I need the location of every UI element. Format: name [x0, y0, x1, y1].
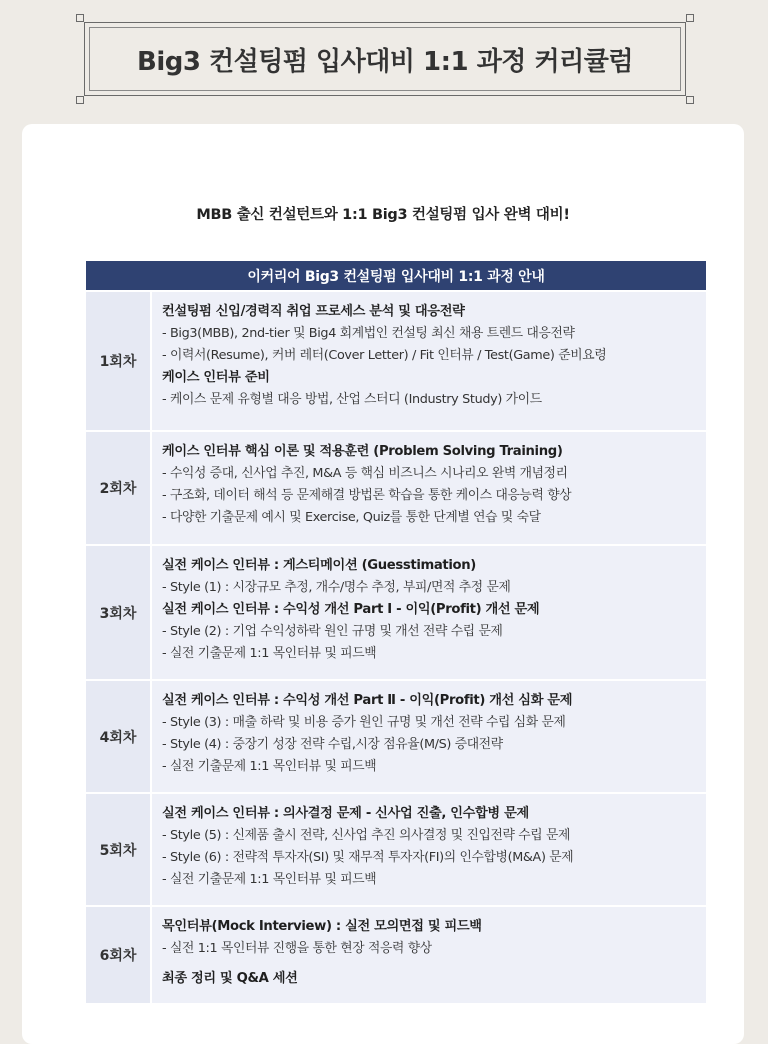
- table-row: [86, 432, 706, 544]
- topic-detail: - Style (1) : 시장규모 추정, 개수/명수 추정, 부피/면적 추정 문제: [162, 580, 511, 595]
- topic-heading: 케이스 인터뷰 핵심 이론 및 적용훈련 (Problem Solving Training): [162, 444, 563, 459]
- topic-detail: - Style (5) : 신제품 출시 전략, 신사업 추진 의사결정 및 진입전략 수립 문제: [162, 828, 571, 843]
- topic-heading: 실전 케이스 인터뷰 : 의사결정 문제 - 신사업 진출, 인수합병 문제: [162, 806, 529, 821]
- topic-heading: 케이스 인터뷰 준비: [162, 370, 270, 385]
- topic-detail: - 수익성 증대, 신사업 추진, M&A 등 핵심 비즈니스 시나리오 완벽 개념정리: [162, 466, 568, 481]
- topic-heading: 컨설팅펌 신입/경력직 취업 프로세스 분석 및 대응전략: [162, 304, 465, 319]
- curriculum-table: [86, 261, 706, 1003]
- topic-heading: 실전 케이스 인터뷰 : 수익성 개선 Part Ⅰ - 이익(Profit) 개선 문제: [162, 602, 540, 617]
- topic-detail: - 실전 기출문제 1:1 목인터뷰 및 피드백: [162, 759, 377, 774]
- session-label: 3회차: [86, 546, 150, 679]
- frame-corner: [76, 96, 84, 104]
- session-content: [152, 794, 706, 905]
- topic-detail: - Style (2) : 기업 수익성하락 원인 규명 및 개선 전략 수립 문제: [162, 624, 503, 639]
- topic-detail: - 실전 기출문제 1:1 목인터뷰 및 피드백: [162, 646, 377, 661]
- session-label: 4회차: [86, 681, 150, 792]
- topic-heading: 실전 케이스 인터뷰 : 게스티메이션 (Guesstimation): [162, 558, 476, 573]
- topic-detail: - 실전 기출문제 1:1 목인터뷰 및 피드백: [162, 872, 377, 887]
- topic-heading: 실전 케이스 인터뷰 : 수익성 개선 Part Ⅱ - 이익(Profit) 개선 심화 문제: [162, 693, 573, 708]
- session-content: [152, 907, 706, 1003]
- topic-detail: - Style (6) : 전략적 투자자(SI) 및 재무적 투자자(FI)의 인수합병(M&A) 문제: [162, 850, 574, 865]
- topic-detail: - Style (4) : 중장기 성장 전략 수립,시장 점유율(M/S) 증대전략: [162, 737, 503, 752]
- topic-detail: - 이력서(Resume), 커버 레터(Cover Letter) / Fit 인터뷰 / Test(Game) 준비요령: [162, 348, 607, 363]
- table-row: [86, 794, 706, 905]
- topic-detail: - 실전 1:1 목인터뷰 진행을 통한 현장 적응력 향상: [162, 941, 432, 956]
- topic-detail: - 다양한 기출문제 예시 및 Exercise, Quiz를 통한 단계별 연습 및 숙달: [162, 510, 541, 525]
- table-row: [86, 546, 706, 679]
- frame-corner: [686, 96, 694, 104]
- topic-detail: - Big3(MBB), 2nd-tier 및 Big4 회계법인 컨설팅 최신 채용 트렌드 대응전략: [162, 326, 575, 341]
- session-label: 2회차: [86, 432, 150, 544]
- topic-heading: 목인터뷰(Mock Interview) : 실전 모의면접 및 피드백: [162, 919, 482, 934]
- session-content: [152, 292, 706, 430]
- table-row: [86, 292, 706, 430]
- session-content: [152, 546, 706, 679]
- curriculum-card: [22, 124, 744, 1044]
- title-frame: [84, 22, 686, 96]
- subtitle: MBB 출신 컨설턴트와 1:1 Big3 컨설팅펌 입사 완벽 대비!: [196, 207, 570, 223]
- title-banner: [76, 14, 694, 104]
- table-header: 이커리어 Big3 컨설팅펌 입사대비 1:1 과정 안내: [86, 261, 706, 290]
- topic-detail: - 케이스 문제 유형별 대응 방법, 산업 스터디 (Industry Study) 가이드: [162, 392, 542, 407]
- topic-detail: - 구조화, 데이터 해석 등 문제해결 방법론 학습을 통한 케이스 대응능력 향상: [162, 488, 572, 503]
- session-label: 5회차: [86, 794, 150, 905]
- page-title: Big3 컨설팅펌 입사대비 1:1 과정 커리큘럼: [137, 46, 633, 77]
- session-content: [152, 681, 706, 792]
- session-label: 6회차: [86, 907, 150, 1003]
- frame-corner: [686, 14, 694, 22]
- topic-heading: 최종 정리 및 Q&A 세션: [162, 971, 298, 986]
- table-row: [86, 681, 706, 792]
- session-label: 1회차: [86, 292, 150, 430]
- table-row: [86, 907, 706, 1003]
- session-content: [152, 432, 706, 544]
- topic-detail: - Style (3) : 매출 하락 및 비용 증가 원인 규명 및 개선 전략 수립 심화 문제: [162, 715, 566, 730]
- frame-corner: [76, 14, 84, 22]
